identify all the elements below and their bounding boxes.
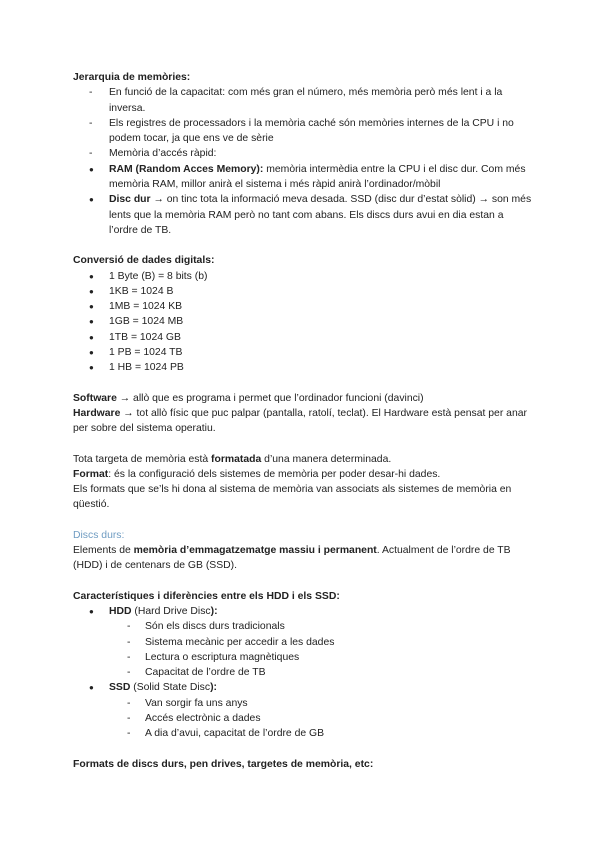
list-item: - Accés electrònic a dades — [73, 711, 533, 726]
format-paragraph-3: Els formats que se’ls hi dona al sistema de memòria van associats als sistemes de memòria en qüestió. — [73, 484, 512, 511]
hard-disks-paragraph: Elements de memòria d’emmagatzematge massiu i permanent. Actualment de l’ordre de TB (HDD) i de centenars de GB (SSD). — [73, 545, 511, 572]
bullet-marker: ● — [89, 164, 94, 174]
list-item: ● 1TB = 1024 GB — [73, 330, 533, 345]
bullet-marker: ● — [89, 286, 94, 296]
software-definition: Software → allò que es programa i permet que l’ordinador funcioni (davinci) — [73, 392, 424, 404]
format-paragraph-1: Tota targeta de memòria està formatada d’una manera determinada. — [73, 453, 392, 465]
dash-marker: - — [89, 87, 93, 99]
list-item: - A dia d’avui, capacitat de l’ordre de GB — [73, 726, 533, 741]
formats-title: Formats de discs durs, pen drives, targetes de memòria, etc: — [73, 758, 374, 770]
format-paragraph-2: Format: és la configuració dels sistemes de memòria per poder desar-hi dades. — [73, 468, 441, 480]
list-item: - Van sorgir fa uns anys — [73, 696, 533, 711]
bullet-marker: ● — [89, 195, 94, 205]
list-item-hdd: ● HDD (Hard Drive Disc): — [73, 604, 533, 619]
list-item: - Lectura o escriptura magnètiques — [73, 650, 533, 665]
data-conversion-title: Conversió de dades digitals: — [73, 255, 215, 267]
document-content — [73, 70, 533, 772]
dash-marker: - — [127, 728, 131, 740]
list-item: ● 1KB = 1024 B — [73, 284, 533, 299]
dash-marker: - — [127, 697, 131, 709]
dash-marker: - — [127, 621, 131, 633]
list-item-ram: ● RAM (Random Acces Memory): memòria intermèdia entre la CPU i el disc dur. Com més memòria RAM, millor anirà el sistema i més ràpid anirà l’ordinador/mòbil — [89, 163, 526, 191]
bullet-marker: ● — [89, 363, 94, 373]
list-item-hard-disk: ● Disc dur → on tinc tota la informació meva desada. SSD (disc dur d’estat sòlid) → son més lents que la memòria RAM però no tant com abans. Els discs durs avui en dia estan a l’ordre de TB. — [89, 194, 532, 236]
memory-hierarchy-list — [73, 85, 533, 238]
hard-disks-heading: Discs durs: — [73, 529, 125, 541]
list-item: - Són els discs durs tradicionals — [73, 619, 533, 634]
bullet-marker: ● — [89, 317, 94, 327]
differences-list — [73, 604, 533, 742]
list-item: - Sistema mecànic per accedir a les dades — [73, 635, 533, 650]
bullet-marker: ● — [89, 332, 94, 342]
list-item: - Memòria d’accés ràpid: — [73, 146, 533, 161]
list-item: ● 1 HB = 1024 PB — [73, 360, 533, 375]
list-item: ● 1 PB = 1024 TB — [73, 345, 533, 360]
bullet-marker: ● — [89, 302, 94, 312]
dash-marker: - — [89, 117, 93, 129]
bullet-marker: ● — [89, 606, 94, 616]
data-conversion-list — [73, 269, 533, 376]
bullet-marker: ● — [89, 348, 94, 358]
list-item-ssd: ● SSD (Solid State Disc): — [73, 680, 533, 695]
list-item: - Capacitat de l’ordre de TB — [73, 665, 533, 680]
list-item: ● 1MB = 1024 KB — [73, 299, 533, 314]
dash-marker: - — [89, 148, 93, 160]
dash-marker: - — [127, 667, 131, 679]
list-item: - Els registres de processadors i la memòria caché són memòries internes de la CPU i no podem tocar, ja que ens ve de sèrie — [89, 117, 514, 145]
hardware-definition: Hardware → tot allò físic que puc palpar (pantalla, ratolí, teclat). El Hardware està pensat per anar per sobre del sistema operatiu. — [73, 407, 527, 435]
differences-title: Característiques i diferències entre els HDD i els SSD: — [73, 590, 340, 602]
dash-marker: - — [127, 651, 131, 663]
list-item: ● 1GB = 1024 MB — [73, 314, 533, 329]
memory-hierarchy-title: Jerarquia de memòries: — [73, 72, 191, 83]
list-item: - En funció de la capacitat: com més gran el número, més memòria però més lent i a la inversa. — [89, 87, 503, 114]
list-item: ● 1 Byte (B) = 8 bits (b) — [73, 269, 533, 284]
dash-marker: - — [127, 636, 131, 648]
dash-marker: - — [127, 712, 131, 724]
bullet-marker: ● — [89, 271, 94, 281]
bullet-marker: ● — [89, 683, 94, 693]
